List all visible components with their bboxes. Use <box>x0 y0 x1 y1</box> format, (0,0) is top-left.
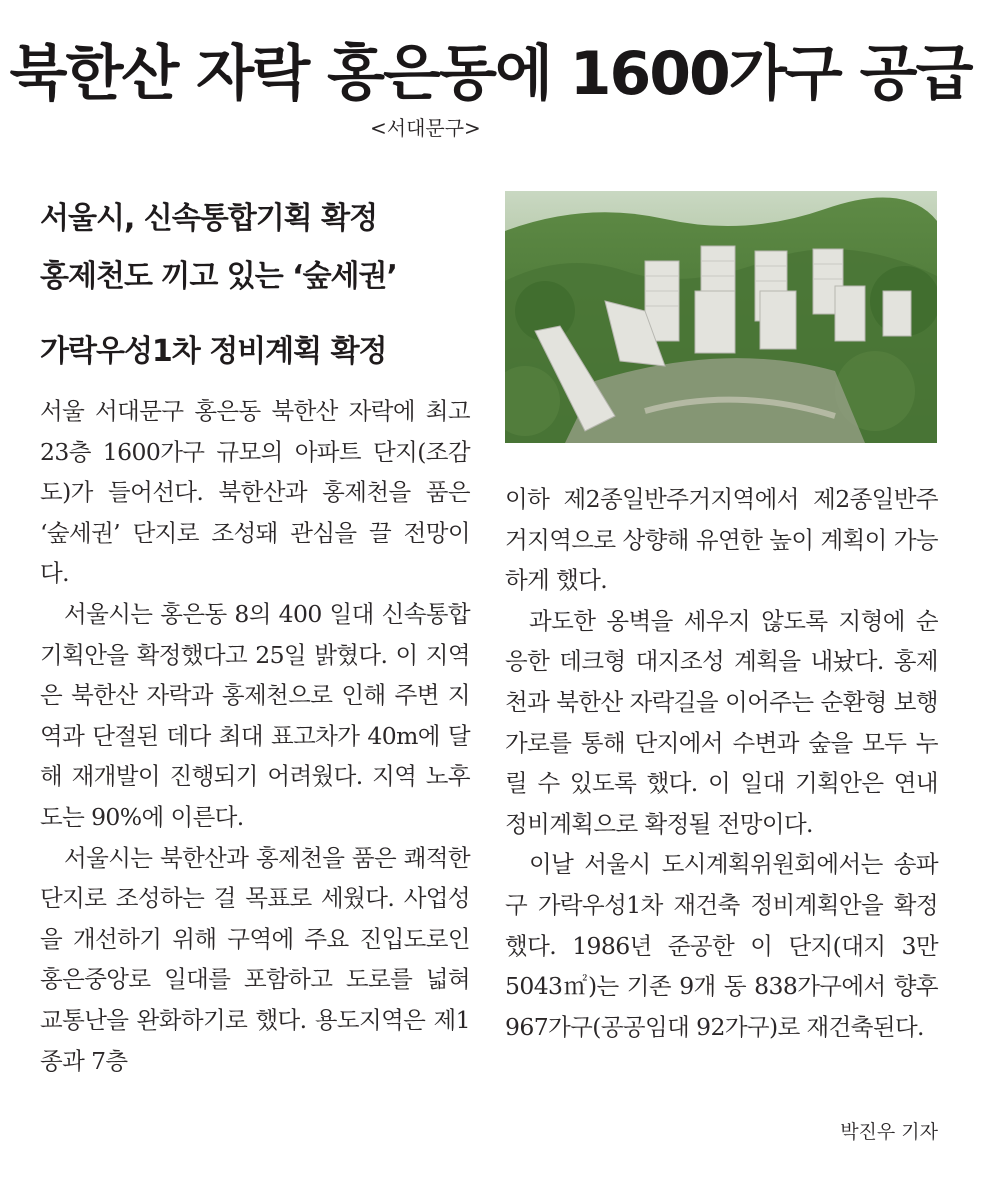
body-paragraph: 서울시는 북한산과 홍제천을 품은 쾌적한 단지로 조성하는 걸 목표로 세웠다. 사업성을 개선하기 위해 구역에 주요 진입도로인 홍은중앙로 일대를 포함하고 도로를 넓혀 교통난을 완화하기로 했다. 용도지역은 제1종과 7층 <box>40 843 470 1075</box>
aerial-rendering-image <box>505 191 937 443</box>
subheadline-1: 서울시, 신속통합기획 확정 <box>40 201 378 236</box>
body-column-left <box>40 391 470 1081</box>
subheadline-block <box>40 190 480 381</box>
headline: 북한산 자락 홍은동에 1600가구 공급 <box>9 39 972 109</box>
subheadline-3: 가락우성1차 정비계획 확정 <box>40 334 387 369</box>
byline: 박진우 기자 <box>840 1121 938 1143</box>
body-paragraph: 서울 서대문구 홍은동 북한산 자락에 최고 23층 1600가구 규모의 아파트 단지(조감도)가 들어선다. 북한산과 홍제천을 품은 ‘숲세권’ 단지로 조성돼 관심을 끌 전망이다. <box>40 397 470 588</box>
body-paragraph: 이날 서울시 도시계획위원회에서는 송파구 가락우성1차 재건축 정비계획안을 확정했다. 1986년 준공한 이 단지(대지 3만5043㎡)는 기존 9개 동 838가구에서 향후 967가구(공공임대 92가구)로 재건축된다. <box>505 850 938 1041</box>
body-paragraph: 이하 제2종일반주거지역에서 제2종일반주거지역으로 상향해 유연한 높이 계획이 가능하게 했다. <box>505 485 938 595</box>
body-paragraph: 과도한 옹벽을 세우지 않도록 지형에 순응한 데크형 대지조성 계획을 내놨다. 홍제천과 북한산 자락길을 이어주는 순환형 보행 가로를 통해 단지에서 수변과 숲을 모두 누릴 수 있도록 했다. 이 일대 기획안은 연내 정비계획으로 확정될 전망이다. <box>505 606 938 838</box>
region-label: <서대문구> <box>370 116 481 140</box>
body-column-right <box>505 479 938 1047</box>
body-paragraph: 서울시는 홍은동 8의 400 일대 신속통합기획안을 확정했다고 25일 밝혔다. 이 지역은 북한산 자락과 홍제천으로 인해 주변 지역과 단절된 데다 최대 표고차가 40m에 달해 재개발이 진행되기 어려웠다. 지역 노후도는 90%에 이른다. <box>40 599 470 831</box>
subheadline-2: 홍제천도 끼고 있는 ‘숲세권’ <box>40 259 397 294</box>
